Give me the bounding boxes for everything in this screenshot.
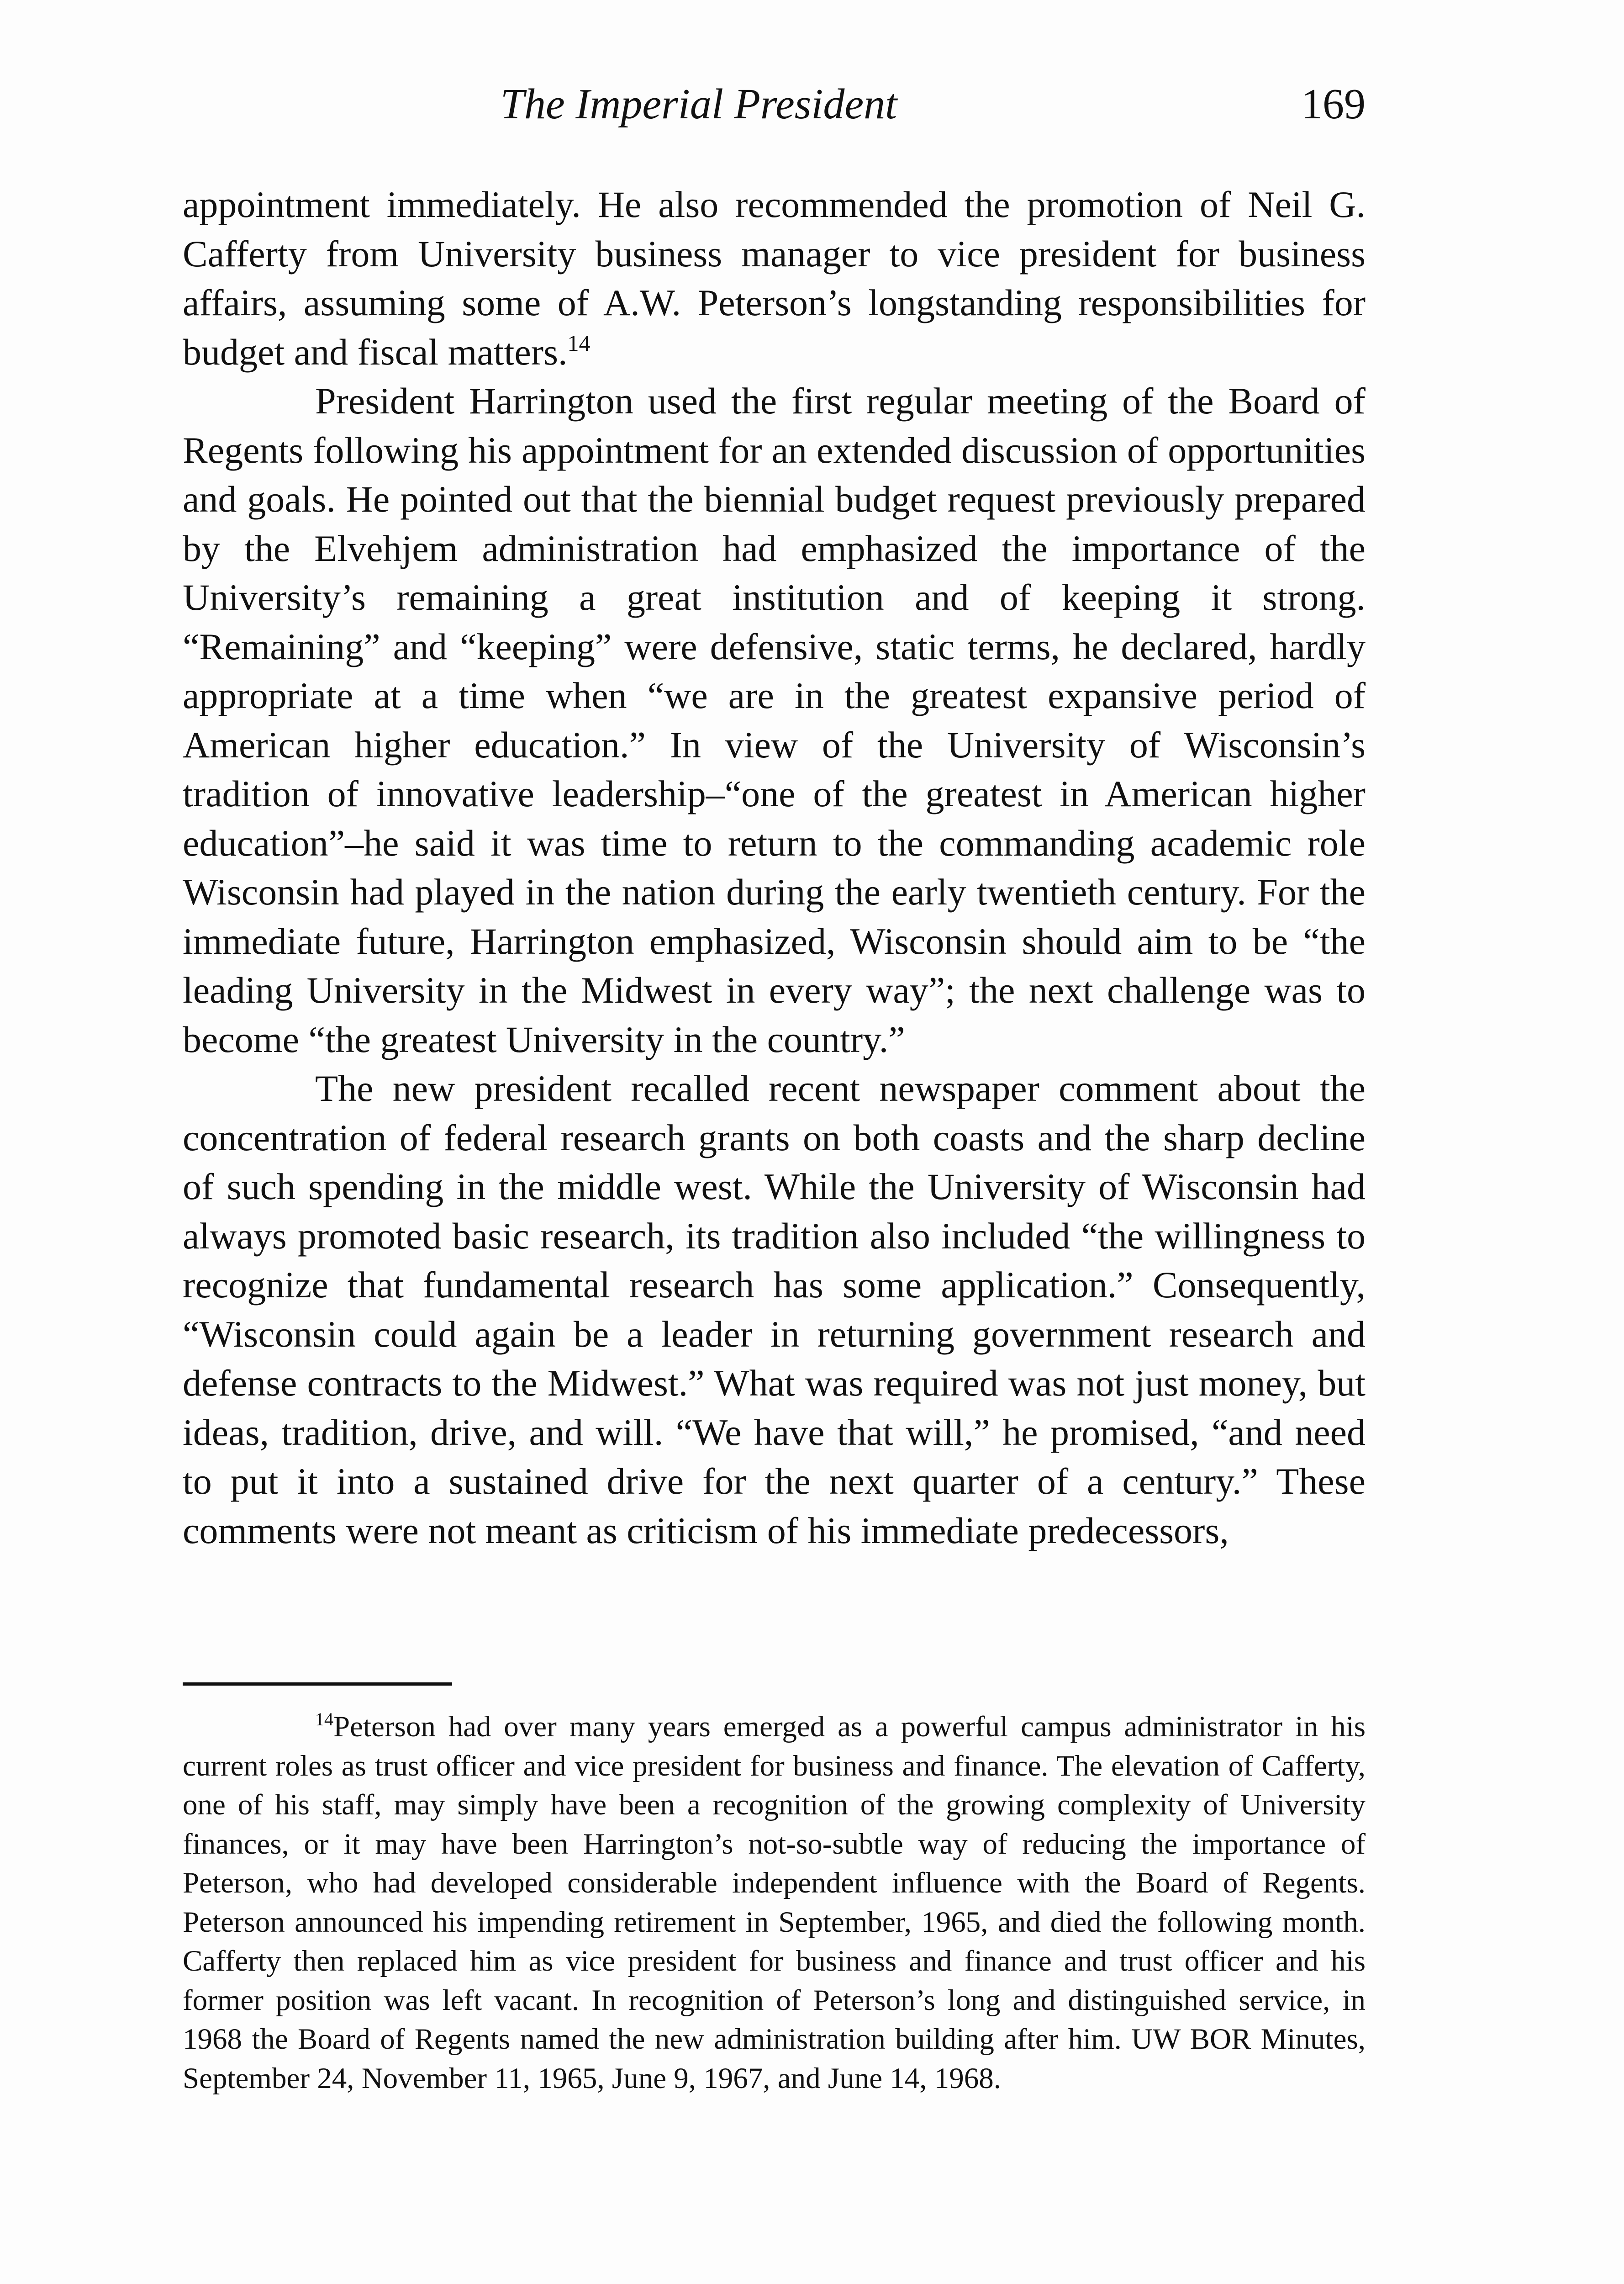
footnote-text: Peterson had over many years emerged as a powerful campus administrator in his current roles as trust officer and vice president for business and finance. The elevation of Cafferty, one of his staff, may simply have been a recognition of the growing complexity of University finances, or it may have been Harrington’s not-so-subtle way of reducing the importance of Peterson, who had developed considerable independent influence with the Board of Regents. Peterson announced his impending retirement in September, 1965, and died the following month. Cafferty then replaced him as vice president for business and finance and trust officer and his former position was left vacant. In recognition of Peterson’s long and distinguished service, in 1968 the Board of Regents named the new administration building after him. UW BOR Minutes, September 24, November 11, 1965, June 9, 1967, and June 14, 1968. — [183, 1710, 1366, 2095]
page-number: 169 — [1301, 80, 1366, 128]
body-paragraph: The new president recalled recent newspaper comment about the concentration of federal research grants on both coasts and the sharp decline of such spending in the middle west. While the University of Wisconsin had always promoted basic research, its tradition also included “the willingness to recognize that fundamental research has some application.” Consequently, “Wisconsin could again be a leader in returning government research and defense contracts to the Midwest.” What was required was not just money, but ideas, tradition, drive, and will. “We have that will,” he promised, “and need to put it into a sustained drive for the next quarter of a century.” These comments were not meant as criticism of his immediate predecessors, — [183, 1068, 1366, 1551]
body-paragraph: President Harrington used the first regular meeting of the Board of Regents following his appointment for an extended discussion of opportunities and goals. He pointed out that the biennial budget request previously prepared by the Elvehjem administration had emphasized the importance of the University’s remaining a great institution and of keeping it strong. “Remaining” and “keeping” were defensive, static terms, he declared, hardly appropriate at a time when “we are in the greatest expansive period of American higher education.” In view of the University of Wisconsin’s tradition of innovative leadership–“one of the greatest in American higher education”–he said it was time to return to the commanding academic role Wisconsin had played in the nation during the early twentieth century. For the immediate future, Harrington emphasized, Wisconsin should aim to be “the leading University in the Midwest in every way”; the next challenge was to become “the greatest University in the country.” — [183, 380, 1366, 1060]
footnote-number: 14 — [315, 1709, 333, 1729]
footnote-reference: 14 — [567, 330, 591, 356]
footnote-divider — [183, 1682, 452, 1686]
running-title: The Imperial President — [500, 80, 897, 128]
body-paragraph-text: appointment immediately. He also recommended the promotion of Neil G. Cafferty from University business manager to vice president for business affairs, assuming some of A.W. Peterson’s longstanding responsibilities for budget and fiscal matters. — [183, 184, 1366, 373]
footnote — [183, 1708, 1366, 2098]
running-head — [183, 72, 1366, 136]
body-text — [183, 180, 1366, 1555]
body-paragraph — [183, 180, 1366, 376]
